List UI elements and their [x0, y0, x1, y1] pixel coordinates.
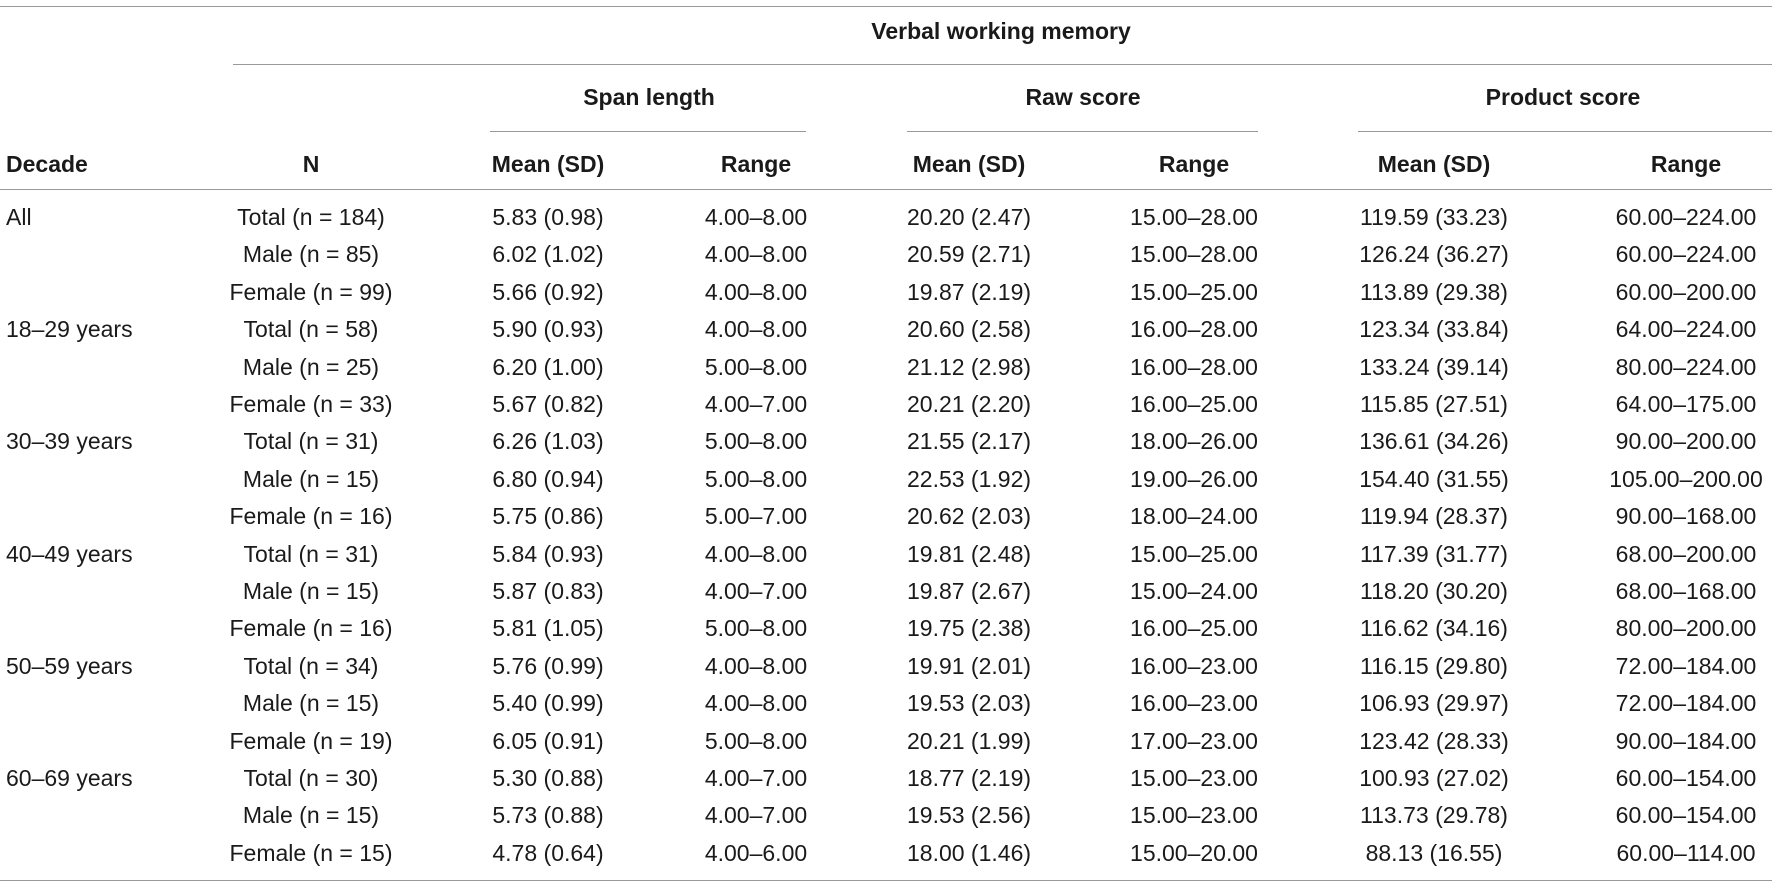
cell-n: Male (n = 85) — [242, 241, 380, 267]
cell-prod-mean: 154.40 (31.55) — [1359, 466, 1509, 492]
cell-span-mean: 5.73 (0.88) — [492, 802, 604, 828]
header-bottom-rule — [0, 189, 1772, 190]
cell-raw-range: 15.00–28.00 — [1130, 204, 1258, 230]
cell-span-mean: 5.83 (0.98) — [492, 204, 604, 230]
cell-span-range: 4.00–7.00 — [704, 802, 808, 828]
cell-prod-range: 90.00–168.00 — [1615, 503, 1757, 529]
cell-decade: 60–69 years — [6, 765, 133, 791]
cell-span-mean: 6.02 (1.02) — [492, 241, 604, 267]
cell-n: Male (n = 15) — [242, 466, 380, 492]
cell-span-range: 4.00–8.00 — [704, 241, 808, 267]
cell-raw-mean: 19.91 (2.01) — [906, 653, 1032, 679]
cell-raw-range: 19.00–26.00 — [1130, 466, 1258, 492]
cell-span-mean: 5.87 (0.83) — [492, 578, 604, 604]
cell-raw-mean: 20.21 (2.20) — [906, 391, 1032, 417]
cell-span-range: 5.00–8.00 — [704, 466, 808, 492]
cell-raw-range: 18.00–24.00 — [1130, 503, 1258, 529]
cell-span-range: 4.00–8.00 — [704, 541, 808, 567]
cell-span-mean: 5.90 (0.93) — [492, 316, 604, 342]
cell-raw-range: 15.00–28.00 — [1130, 241, 1258, 267]
cell-span-mean: 5.66 (0.92) — [492, 279, 604, 305]
cell-prod-mean: 113.89 (29.38) — [1360, 279, 1508, 305]
cell-prod-mean: 115.85 (27.51) — [1360, 391, 1508, 417]
cell-raw-mean: 19.53 (2.56) — [906, 802, 1032, 828]
subgroup-span-length: Span length — [583, 84, 715, 110]
cell-raw-range: 18.00–26.00 — [1130, 428, 1258, 454]
cell-n: Male (n = 25) — [242, 354, 380, 380]
cell-prod-range: 60.00–114.00 — [1616, 840, 1756, 866]
cell-span-mean: 5.75 (0.86) — [492, 503, 604, 529]
cell-prod-mean: 123.34 (33.84) — [1359, 316, 1509, 342]
cell-raw-mean: 22.53 (1.92) — [906, 466, 1032, 492]
product-score-rule — [1358, 131, 1772, 132]
cell-span-range: 4.00–8.00 — [704, 204, 808, 230]
cell-span-mean: 5.76 (0.99) — [492, 653, 604, 679]
cell-prod-range: 80.00–224.00 — [1615, 354, 1757, 380]
cell-prod-mean: 136.61 (34.26) — [1359, 428, 1509, 454]
group-rule — [233, 64, 1772, 65]
cell-prod-mean: 133.24 (39.14) — [1359, 354, 1509, 380]
col-header-raw-mean: Mean (SD) — [912, 151, 1026, 177]
cell-span-mean: 5.30 (0.88) — [492, 765, 604, 791]
cell-n: Total (n = 184) — [237, 204, 385, 230]
cell-n: Female (n = 33) — [229, 391, 393, 417]
group-header: Verbal working memory — [871, 18, 1131, 44]
cell-raw-range: 15.00–20.00 — [1130, 840, 1258, 866]
cell-span-mean: 6.80 (0.94) — [492, 466, 604, 492]
cell-n: Total (n = 30) — [243, 765, 379, 791]
cell-raw-range: 16.00–25.00 — [1130, 391, 1258, 417]
cell-n: Total (n = 58) — [243, 316, 379, 342]
col-header-span-mean: Mean (SD) — [491, 151, 605, 177]
cell-raw-range: 16.00–25.00 — [1130, 615, 1258, 641]
bottom-rule — [0, 880, 1772, 881]
cell-span-mean: 5.84 (0.93) — [492, 541, 604, 567]
col-header-prod-range: Range — [1650, 151, 1722, 177]
cell-decade: All — [6, 204, 32, 230]
top-rule — [0, 6, 1772, 7]
cell-span-mean: 6.20 (1.00) — [492, 354, 604, 380]
cell-span-range: 5.00–8.00 — [704, 428, 808, 454]
col-header-n: N — [302, 151, 320, 177]
cell-raw-range: 15.00–23.00 — [1130, 802, 1258, 828]
cell-raw-mean: 19.53 (2.03) — [906, 690, 1032, 716]
col-header-span-range: Range — [720, 151, 792, 177]
cell-span-range: 4.00–7.00 — [704, 765, 808, 791]
cell-span-range: 4.00–7.00 — [704, 391, 808, 417]
cell-span-range: 4.00–8.00 — [704, 653, 808, 679]
cell-n: Female (n = 16) — [229, 615, 393, 641]
cell-raw-range: 16.00–28.00 — [1130, 354, 1258, 380]
cell-raw-mean: 19.75 (2.38) — [906, 615, 1032, 641]
cell-prod-mean: 113.73 (29.78) — [1360, 802, 1508, 828]
cell-decade: 40–49 years — [6, 541, 133, 567]
cell-prod-range: 60.00–154.00 — [1615, 802, 1757, 828]
cell-prod-range: 68.00–200.00 — [1615, 541, 1757, 567]
cell-raw-mean: 21.55 (2.17) — [906, 428, 1032, 454]
raw-score-rule — [907, 131, 1258, 132]
col-header-decade: Decade — [6, 151, 88, 177]
cell-n: Female (n = 99) — [229, 279, 393, 305]
cell-raw-range: 16.00–23.00 — [1130, 690, 1258, 716]
cell-prod-range: 80.00–200.00 — [1615, 615, 1757, 641]
cell-n: Total (n = 31) — [243, 428, 379, 454]
cell-prod-mean: 106.93 (29.97) — [1359, 690, 1509, 716]
cell-prod-range: 105.00–200.00 — [1609, 466, 1763, 492]
cell-prod-range: 72.00–184.00 — [1615, 690, 1757, 716]
cell-prod-range: 90.00–184.00 — [1615, 728, 1757, 754]
cell-span-range: 5.00–7.00 — [704, 503, 808, 529]
cell-prod-range: 60.00–224.00 — [1615, 241, 1757, 267]
cell-prod-mean: 88.13 (16.55) — [1365, 840, 1503, 866]
span-length-rule — [490, 131, 806, 132]
cell-span-mean: 5.67 (0.82) — [492, 391, 604, 417]
cell-prod-range: 90.00–200.00 — [1615, 428, 1757, 454]
cell-span-range: 5.00–8.00 — [704, 354, 808, 380]
cell-span-mean: 4.78 (0.64) — [492, 840, 604, 866]
cell-n: Total (n = 34) — [243, 653, 379, 679]
cell-span-range: 4.00–8.00 — [704, 690, 808, 716]
cell-raw-mean: 19.81 (2.48) — [906, 541, 1032, 567]
cell-raw-range: 15.00–25.00 — [1130, 541, 1258, 567]
cell-span-range: 5.00–8.00 — [704, 615, 808, 641]
cell-prod-mean: 100.93 (27.02) — [1359, 765, 1509, 791]
cell-span-range: 4.00–8.00 — [704, 279, 808, 305]
cell-prod-range: 60.00–200.00 — [1615, 279, 1757, 305]
subgroup-product-score: Product score — [1485, 84, 1641, 110]
cell-n: Male (n = 15) — [242, 578, 380, 604]
cell-raw-mean: 20.21 (1.99) — [906, 728, 1032, 754]
cell-prod-range: 64.00–175.00 — [1615, 391, 1757, 417]
cell-n: Female (n = 19) — [229, 728, 393, 754]
cell-span-range: 4.00–8.00 — [704, 316, 808, 342]
cell-n: Female (n = 16) — [229, 503, 393, 529]
cell-raw-range: 15.00–23.00 — [1130, 765, 1258, 791]
cell-span-range: 4.00–6.00 — [704, 840, 808, 866]
cell-n: Male (n = 15) — [242, 690, 380, 716]
cell-prod-range: 64.00–224.00 — [1615, 316, 1757, 342]
cell-prod-mean: 119.59 (33.23) — [1360, 204, 1508, 230]
cell-raw-mean: 20.60 (2.58) — [906, 316, 1032, 342]
cell-span-mean: 5.40 (0.99) — [492, 690, 604, 716]
cell-prod-range: 72.00–184.00 — [1615, 653, 1757, 679]
cell-raw-mean: 21.12 (2.98) — [906, 354, 1032, 380]
cell-prod-mean: 123.42 (28.33) — [1359, 728, 1509, 754]
cell-n: Female (n = 15) — [229, 840, 393, 866]
cell-prod-range: 60.00–154.00 — [1615, 765, 1757, 791]
cell-decade: 18–29 years — [6, 316, 133, 342]
subgroup-raw-score: Raw score — [1025, 84, 1141, 110]
col-header-prod-mean: Mean (SD) — [1377, 151, 1491, 177]
cell-prod-mean: 116.62 (34.16) — [1360, 615, 1508, 641]
cell-span-range: 5.00–8.00 — [704, 728, 808, 754]
cell-raw-mean: 18.77 (2.19) — [906, 765, 1032, 791]
cell-raw-mean: 20.62 (2.03) — [906, 503, 1032, 529]
cell-raw-mean: 18.00 (1.46) — [906, 840, 1032, 866]
cell-raw-range: 15.00–24.00 — [1130, 578, 1258, 604]
cell-prod-mean: 118.20 (30.20) — [1360, 578, 1508, 604]
cell-raw-range: 17.00–23.00 — [1130, 728, 1258, 754]
cell-decade: 30–39 years — [6, 428, 133, 454]
cell-n: Male (n = 15) — [242, 802, 380, 828]
cell-prod-mean: 116.15 (29.80) — [1360, 653, 1508, 679]
cell-raw-range: 15.00–25.00 — [1130, 279, 1258, 305]
col-header-raw-range: Range — [1158, 151, 1230, 177]
cell-span-range: 4.00–7.00 — [704, 578, 808, 604]
cell-prod-range: 68.00–168.00 — [1615, 578, 1757, 604]
cell-raw-mean: 20.20 (2.47) — [906, 204, 1032, 230]
cell-prod-mean: 119.94 (28.37) — [1360, 503, 1508, 529]
cell-n: Total (n = 31) — [243, 541, 379, 567]
cell-span-mean: 5.81 (1.05) — [492, 615, 604, 641]
cell-raw-range: 16.00–23.00 — [1130, 653, 1258, 679]
cell-raw-mean: 20.59 (2.71) — [906, 241, 1032, 267]
cell-raw-mean: 19.87 (2.67) — [906, 578, 1032, 604]
cell-span-mean: 6.26 (1.03) — [492, 428, 604, 454]
cell-raw-mean: 19.87 (2.19) — [906, 279, 1032, 305]
cell-prod-mean: 126.24 (36.27) — [1359, 241, 1509, 267]
cell-span-mean: 6.05 (0.91) — [492, 728, 604, 754]
cell-decade: 50–59 years — [6, 653, 133, 679]
cell-prod-mean: 117.39 (31.77) — [1360, 541, 1508, 567]
cell-prod-range: 60.00–224.00 — [1615, 204, 1757, 230]
cell-raw-range: 16.00–28.00 — [1130, 316, 1258, 342]
